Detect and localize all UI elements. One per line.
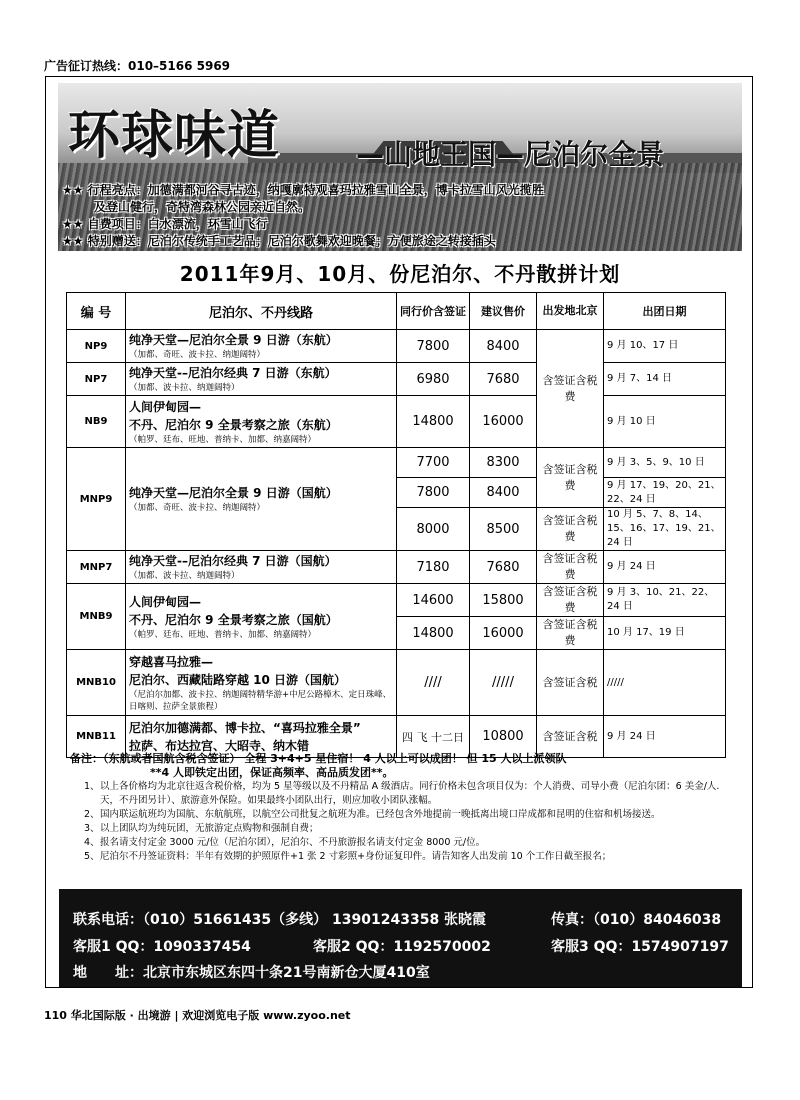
table-row (67, 330, 726, 363)
phone-line (73, 909, 486, 929)
retail-price: 7680 (470, 363, 537, 396)
note-item (70, 822, 730, 836)
remark-line: 备注：（东航或者国航含税含签证） 全程 3+4+5 星住宿！ 4 人以上可以成团！ 但 15 人以上派领队 (70, 752, 567, 765)
departure-dates: 9 月 3、5、9、10 日 (604, 448, 726, 478)
route-code: MNB10 (67, 650, 126, 716)
peer-price: 14800 (397, 617, 470, 650)
contact-block (59, 889, 742, 987)
retail-price: 8300 (470, 448, 537, 478)
departure-dates: 9 月 3、10、21、22、24 日 (604, 584, 726, 617)
peer-price: 8000 (397, 508, 470, 551)
retail-price: 16000 (470, 617, 537, 650)
guarantee-line: **4 人即铁定出团，保证高频率、高品质发团**。 (150, 766, 394, 779)
notes-section (70, 752, 730, 864)
highlight-line: ★★ 自费项目：白水漂流，环雪山飞行 (62, 217, 268, 231)
departure-dates: 9 月 17、19、20、21、22、24 日 (604, 478, 726, 508)
note-item (70, 808, 730, 822)
phone-label: 联系电话： (73, 912, 143, 928)
header-retail: 建议售价 (470, 293, 537, 330)
note-item (70, 836, 730, 850)
peer-price: 7700 (397, 448, 470, 478)
peer-price: 四 飞 十二日 (397, 716, 470, 758)
departure-dates: 9 月 10、17 日 (604, 330, 726, 363)
table-row (67, 396, 726, 448)
table-row (67, 448, 726, 478)
route-name: 拉萨、布达拉宫、大昭寺、纳木错 (129, 738, 310, 753)
retail-price: 7680 (470, 551, 537, 584)
retail-price: ///// (470, 650, 537, 716)
peer-price: 7800 (397, 330, 470, 363)
departure-dates: 9 月 24 日 (604, 551, 726, 584)
route-stops: （帕罗、廷布、旺地、普纳卡、加都、纳嘉阔特） (129, 629, 317, 640)
retail-price: 15800 (470, 584, 537, 617)
departure-info: 含签证含税费 (537, 617, 604, 650)
departure-info: 含签证含税费 (537, 551, 604, 584)
departure-dates: 9 月 7、14 日 (604, 363, 726, 396)
note-item (70, 850, 730, 864)
peer-price: 14800 (397, 396, 470, 448)
banner-title: 环球味道 (68, 106, 281, 166)
route-stops: （尼泊尔加都、波卡拉、纳迦阔特精华游+中尼公路樟木、定日珠峰、日喀则、拉萨全景旅程） (129, 689, 392, 712)
retail-price: 8500 (470, 508, 537, 551)
page-footer: 110 华北国际版 · 出境游 | 欢迎浏览电子版 www.zyoo.net (44, 1009, 351, 1022)
phone-value: （010）51661435（多线） 13901243358 张晓霞 (143, 912, 487, 928)
note-number: 4、 (84, 837, 100, 848)
route-stops: （加都、奇旺、波卡拉、纳迦阔特） (129, 503, 266, 513)
table-row (67, 363, 726, 396)
header-dates: 出团日期 (604, 293, 726, 330)
fax-line (551, 909, 721, 929)
qq2: 客服2 QQ：1192570002 (313, 939, 491, 955)
route-stops: （加都、波卡拉、纳迦阔特） (129, 383, 240, 393)
banner-subtitle: —山地王国—尼泊尔全景 (356, 138, 665, 171)
header-code: 编 号 (67, 293, 126, 330)
note-text: 报名请支付定金 3000 元/位（尼泊尔团），尼泊尔、不丹旅游报名请支付定金 8000 元/位。 (100, 837, 486, 848)
route-name: 不丹、尼泊尔 9 全景考察之旅（国航） (129, 612, 338, 627)
retail-price: 8400 (470, 330, 537, 363)
note-number: 2、 (84, 809, 100, 820)
departure-dates: 9 月 24 日 (604, 716, 726, 758)
route-name-line1: 人间伊甸园— (129, 594, 202, 609)
highlight-line: ★★ 特别赠送：尼泊尔传统手工艺品；尼泊尔歌舞欢迎晚餐；方便旅途之转接插头 (62, 234, 496, 248)
address-value: 北京市东城区东四十条21号南新仓大厦410室 (143, 965, 430, 981)
departure-dates: 9 月 10 日 (604, 396, 726, 448)
fax-label: 传真： (551, 912, 593, 928)
peer-price: 7180 (397, 551, 470, 584)
note-text: 以上各价格均为北京往返含税价格，均为 5 星等级以及不丹精品 A 级酒店。同行价格未包含项目仅为：个人消费、司导小费（尼泊尔团：6 美金/人.天，不丹团另计）、旅游意外保险。如果最终小团队出行，则应加收小团队涨幅。 (100, 781, 720, 806)
departure-info: 含签证含税费 (537, 330, 604, 448)
route-name-line1: 尼泊尔加德满都、博卡拉、“喜玛拉雅全景” (129, 720, 361, 735)
route-stops: （加都、奇旺、波卡拉、纳迦阔特） (129, 350, 266, 360)
fax-value: （010）84046038 (593, 912, 722, 928)
route-name: 纯净天堂-–尼泊尔经典 7 日游（国航） (129, 554, 337, 568)
retail-price: 10800 (470, 716, 537, 758)
departure-dates: ///// (604, 650, 726, 716)
peer-price: 14600 (397, 584, 470, 617)
route-code: MNP7 (67, 551, 126, 584)
note-text: 尼泊尔不丹签证资料：半年有效期的护照原件+1 张 2 寸彩照+身份证复印件。请告知客人出发前 10 个工作日截至报名； (100, 851, 612, 862)
banner (58, 83, 742, 251)
peer-price: //// (397, 650, 470, 716)
departure-info: 含签证含税费 (537, 508, 604, 551)
route-stops: （加都、波卡拉、纳迦阔特） (129, 571, 240, 581)
note-text: 国内联运航班均为国航、东航航班，以航空公司批复之航班为准。已经包含外地提前一晚抵离出境口岸成都和昆明的住宿和机场接送。 (100, 809, 661, 820)
ad-hotline: 广告征订热线：010–5166 5969 (44, 59, 231, 73)
departure-dates: 10 月 17、19 日 (604, 617, 726, 650)
table-row (67, 551, 726, 584)
route-name-line1: 穿越喜马拉雅— (129, 654, 214, 669)
departure-info: 含签证含税费 (537, 448, 604, 508)
address-line (73, 962, 430, 982)
retail-price: 8400 (470, 478, 537, 508)
highlight-line: ★★ 行程亮点：加德满都河谷寻古迹，纳嘎廓特观喜玛拉雅雪山全景，博卡拉雪山风光揽胜 (62, 183, 544, 197)
table-row (67, 584, 726, 617)
departure-info: 含签证含税 (537, 716, 604, 758)
route-stops: （帕罗、廷布、旺地、普纳卡、加都、纳嘉阔特） (129, 434, 317, 445)
qq1: 客服1 QQ：1090337454 (73, 939, 251, 955)
route-name: 纯净天堂—尼泊尔全景 9 日游（国航） (129, 486, 338, 500)
note-item (70, 780, 730, 808)
peer-price: 7800 (397, 478, 470, 508)
qq3: 客服3 QQ：1574907197 (551, 939, 729, 955)
highlight-line: 及登山健行，奇特湾森林公园亲近自然。 (94, 200, 311, 214)
header-departure: 出发地北京 (537, 293, 604, 330)
table-row (67, 650, 726, 716)
route-code: NP9 (67, 330, 126, 363)
peer-price: 6980 (397, 363, 470, 396)
retail-price: 16000 (470, 396, 537, 448)
route-code: MNP9 (67, 448, 126, 551)
route-name: 不丹、尼泊尔 9 全景考察之旅（东航） (129, 417, 338, 432)
note-number: 5、 (84, 851, 100, 862)
itinerary-table (66, 292, 726, 758)
header-route: 尼泊尔、不丹线路 (126, 293, 397, 330)
route-name-line1: 人间伊甸园— (129, 399, 202, 414)
address-label: 地 址： (73, 965, 143, 981)
note-number: 1、 (84, 781, 100, 792)
note-number: 3、 (84, 823, 100, 834)
plan-title: 2011年9月、10月、份尼泊尔、不丹散拼计划 (179, 262, 621, 286)
route-code: NB9 (67, 396, 126, 448)
note-text: 以上团队均为纯玩团，无旅游定点购物和强制自费； (100, 823, 319, 834)
departure-info: 含签证含税费 (537, 584, 604, 617)
departure-info: 含签证含税 (537, 650, 604, 716)
departure-dates: 10 月 5、7、8、14、15、16、17、19、21、24 日 (604, 508, 726, 551)
route-name: 纯净天堂-–尼泊尔经典 7 日游（东航） (129, 366, 337, 380)
route-name: 纯净天堂—尼泊尔全景 9 日游（东航） (129, 333, 338, 347)
route-code: NP7 (67, 363, 126, 396)
header-peer-price: 同行价含签证 (397, 293, 470, 330)
route-code: MNB9 (67, 584, 126, 650)
route-name: 尼泊尔、西藏陆路穿越 10 日游（国航） (129, 672, 347, 687)
route-code: MNB11 (67, 716, 126, 758)
